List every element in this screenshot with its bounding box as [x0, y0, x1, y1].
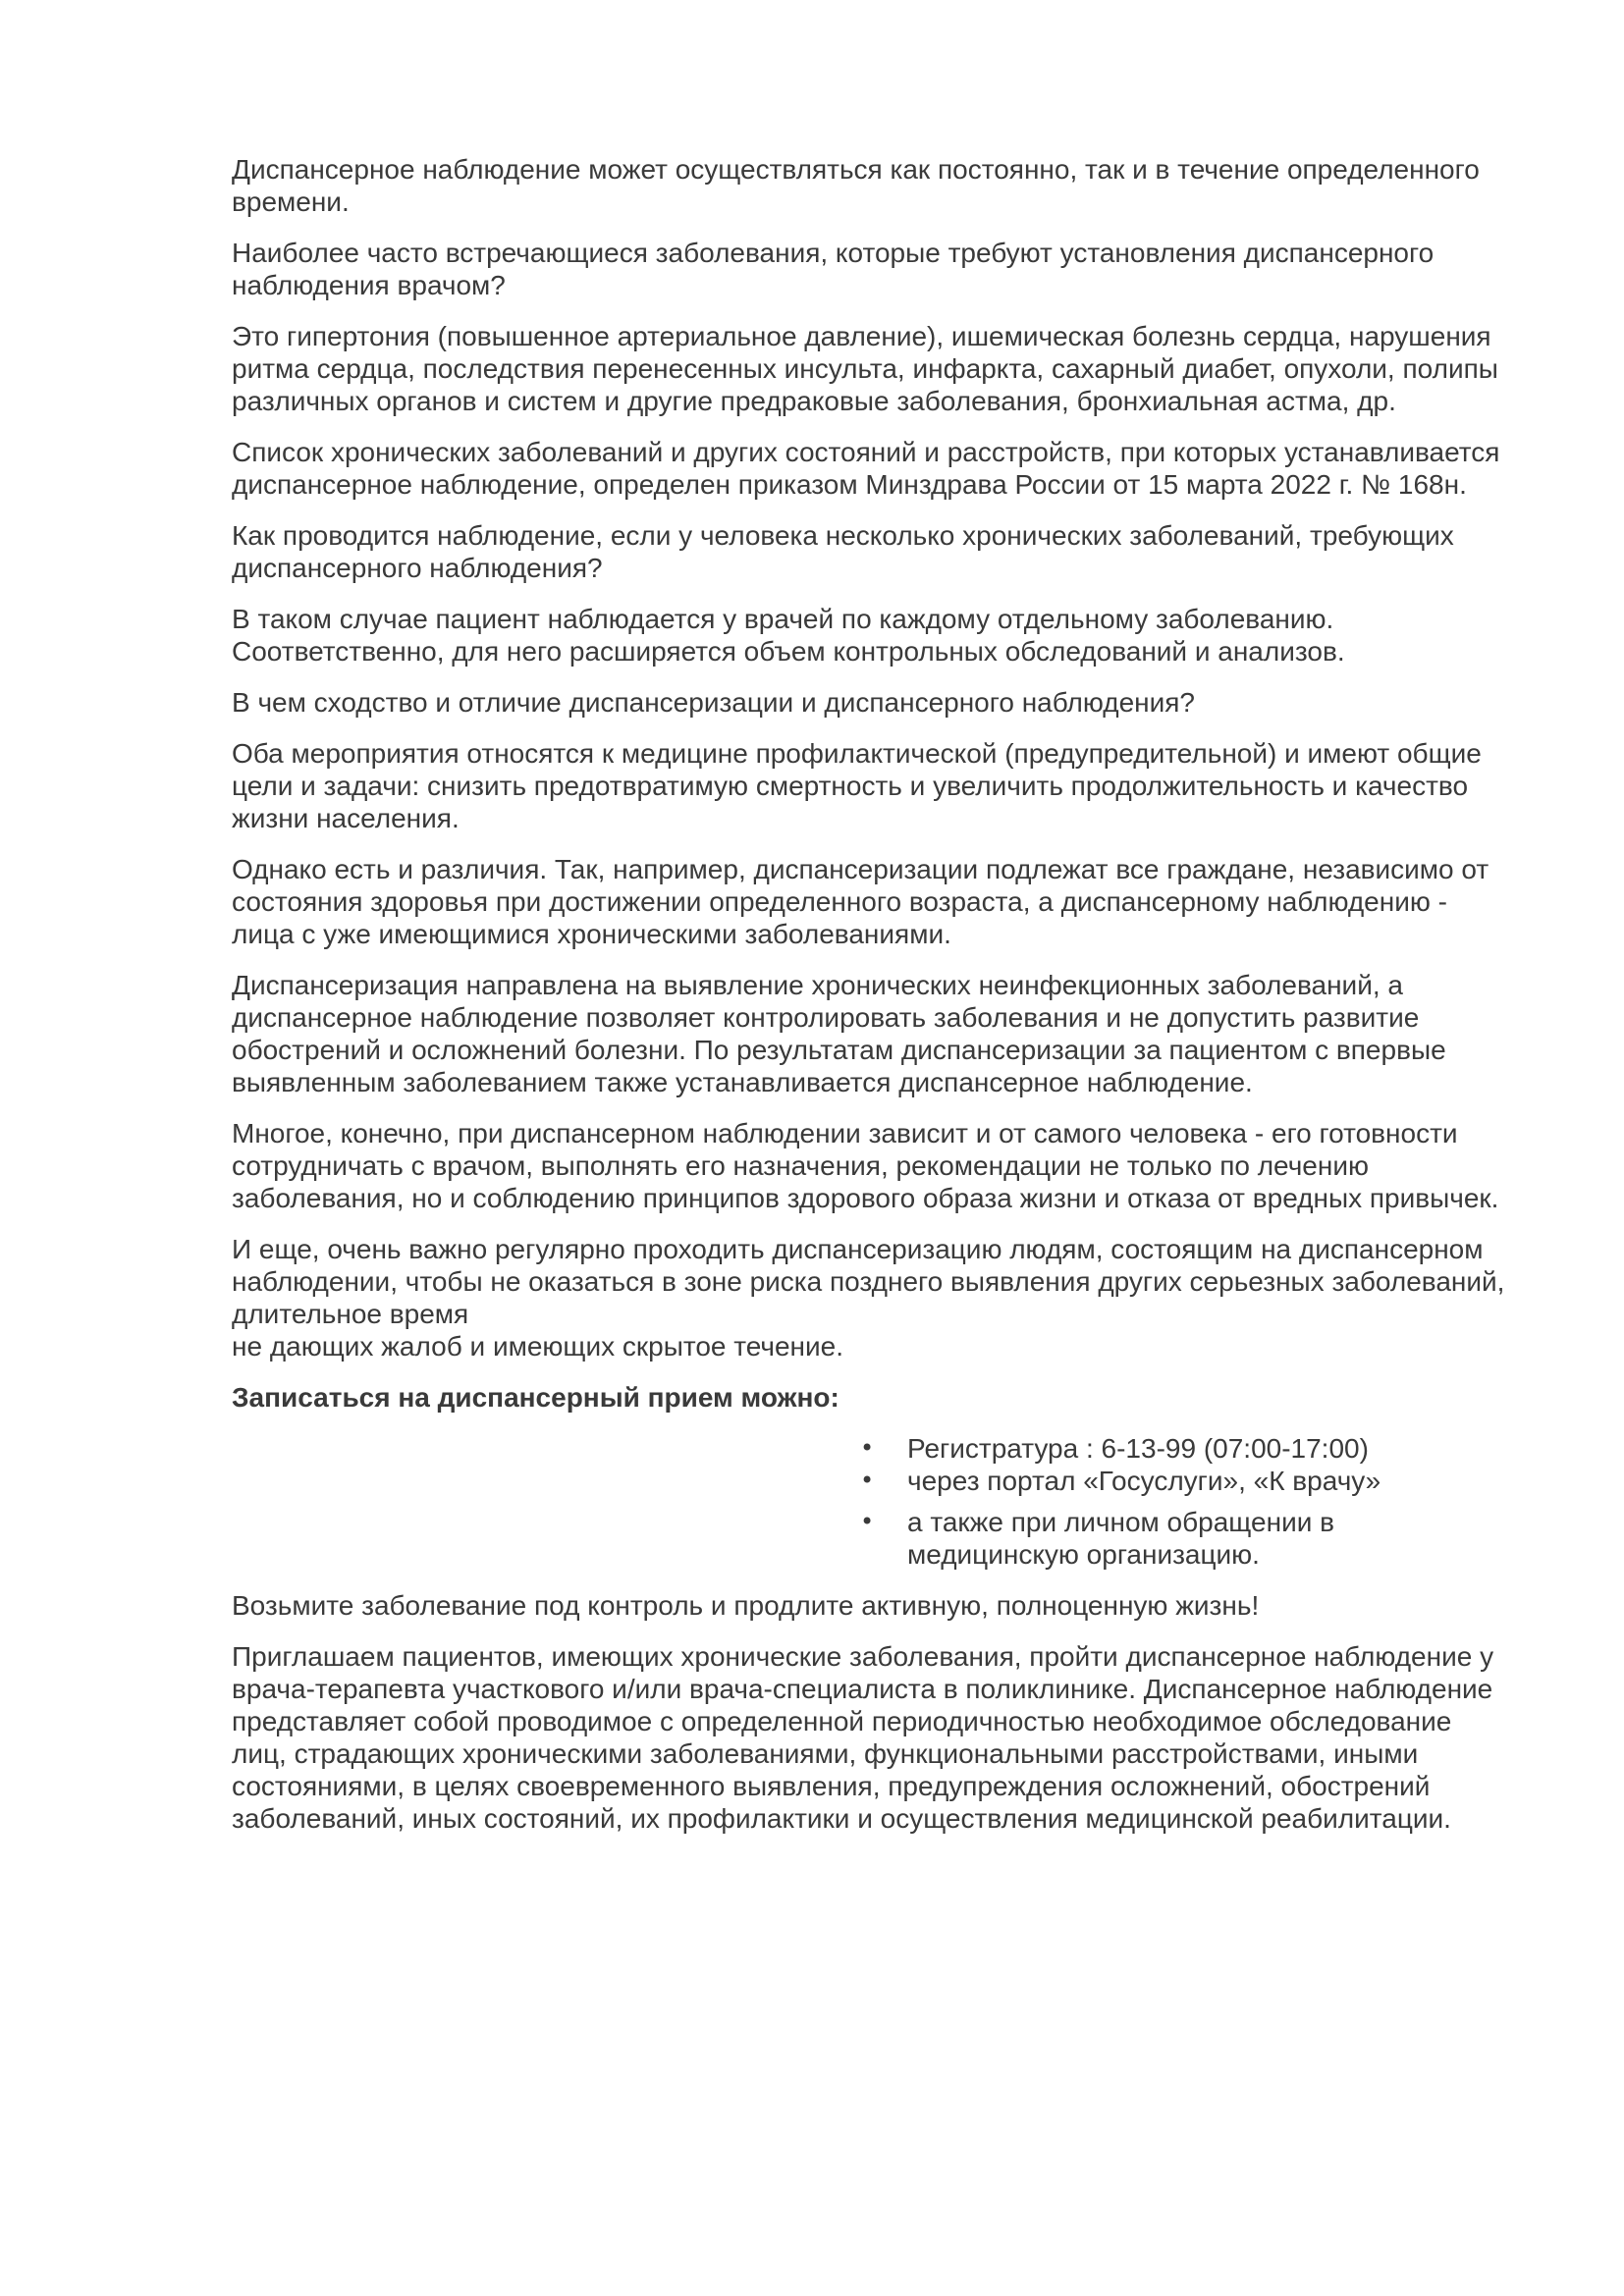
- list-item: [860, 1432, 1418, 1465]
- paragraph-closing-line: Возьмите заболевание под контроль и продлите активную, полноценную жизнь!: [232, 1590, 1260, 1621]
- signup-option-portal: через портал «Госуслуги», «К врачу»: [907, 1466, 1381, 1496]
- paragraph-multiple-diseases-question: Как проводится наблюдение, если у человека несколько хронических заболеваний, требующих диспансерного наблюдения?: [232, 520, 1454, 583]
- list-item: [860, 1506, 1418, 1571]
- paragraph-differences: Однако есть и различия. Так, например, диспансеризации подлежат все граждане, независимо от состояния здоровья при достижении определенного возраста, а диспансерному наблюдению - лица с уже имеющимися хроническими заболеваниями.: [232, 854, 1489, 949]
- list-item: [860, 1465, 1418, 1497]
- document-body: [232, 153, 1508, 1853]
- paragraph-ministry-order: Список хронических заболеваний и других состояний и расстройств, при которых устанавливается диспансерное наблюдение, определен приказом Минздрава России от 15 марта 2022 г. № 168н.: [232, 437, 1500, 500]
- bullet-icon: •: [860, 1434, 875, 1462]
- regular-checkups-line-1: И еще, очень важно регулярно проходить диспансеризацию людям, состоящим на диспансерном наблюдении, чтобы не оказаться в зоне риска позднего выявления других серьезных заболеваний, длительное время: [232, 1234, 1505, 1329]
- paragraph-multiple-diseases-answer: В таком случае пациент наблюдается у врачей по каждому отдельному заболеванию. Соответственно, для него расширяется объем контрольных обследований и анализов.: [232, 604, 1345, 667]
- signup-options-list: [232, 1432, 1508, 1571]
- paragraph-patient-role: Многое, конечно, при диспансерном наблюдении зависит и от самого человека - его готовности сотрудничать с врачом, выполнять его назначения, рекомендации не только по лечению заболевания, но и соблюдению принципов здорового образа жизни и отказа от вредных привычек.: [232, 1118, 1499, 1213]
- signup-option-in-person: а также при личном обращении в медицинскую организацию.: [907, 1507, 1334, 1570]
- paragraph-regular-checkups: [232, 1233, 1508, 1362]
- paragraph-disease-list: Это гипертония (повышенное артериальное давление), ишемическая болезнь сердца, нарушения ритма сердца, последствия перенесенных инсульта, инфаркта, сахарный диабет, опухоли, полипы различных органов и систем и другие предраковые заболевания, бронхиальная астма, др.: [232, 321, 1498, 416]
- signup-option-registry: Регистратура : 6-13-99 (07:00-17:00): [907, 1433, 1369, 1464]
- paragraph-similarity-question: В чем сходство и отличие диспансеризации и диспансерного наблюдения?: [232, 687, 1195, 718]
- paragraph-common-goals: Оба мероприятия относятся к медицине профилактической (предупредительной) и имеют общие цели и задачи: снизить предотвратимую смертность и увеличить продолжительность и качество жизни населения.: [232, 738, 1482, 833]
- paragraph-invitation: Приглашаем пациентов, имеющих хронические заболевания, пройти диспансерное наблюдение у врача-терапевта участкового и/или врача-специалиста в поликлинике. Диспансерное наблюдение представляет собой проводимое с определенной периодичностью необходимое обследование лиц, страдающих хроническими заболеваниями, функциональными расстройствами, иными состояниями, в целях своевременного выявления, предупреждения осложнений, обострений заболеваний, иных состояний, их профилактики и осуществления медицинской реабилитации.: [232, 1641, 1494, 1834]
- paragraph-dispensarization-purpose: Диспансеризация направлена на выявление хронических неинфекционных заболеваний, а диспансерное наблюдение позволяет контролировать заболевания и не допустить развитие обострений и осложнений болезни. По результатам диспансеризации за пациентом с впервые выявленным заболеванием также устанавливается диспансерное наблюдение.: [232, 970, 1446, 1097]
- bullet-icon: •: [860, 1467, 875, 1494]
- signup-heading: Записаться на диспансерный прием можно:: [232, 1382, 839, 1413]
- bullet-icon: •: [860, 1508, 875, 1535]
- paragraph-common-diseases-question: Наиболее часто встречающиеся заболевания, которые требуют установления диспансерного наблюдения врачом?: [232, 238, 1435, 300]
- paragraph-observation-duration: Диспансерное наблюдение может осуществляться как постоянно, так и в течение определенного времени.: [232, 154, 1480, 217]
- regular-checkups-line-2: не дающих жалоб и имеющих скрытое течение.: [232, 1331, 844, 1362]
